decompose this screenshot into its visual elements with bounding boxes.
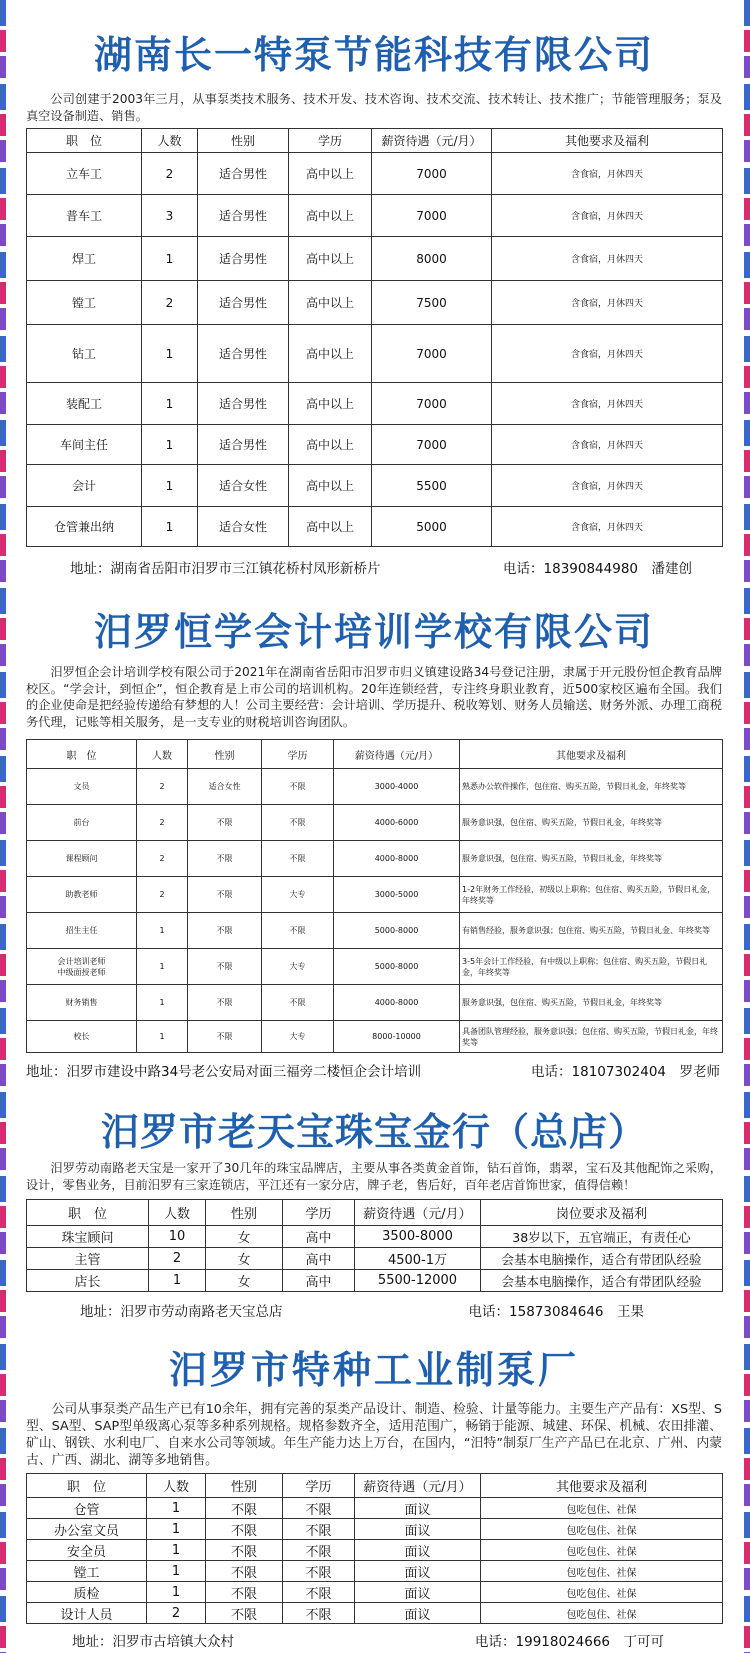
cell-education: 高中以上	[289, 425, 372, 465]
cell-salary: 4000-8000	[334, 985, 460, 1021]
cell-salary: 7500	[372, 281, 492, 325]
cell-position: 钻工	[27, 325, 142, 383]
cell-position: 立车工	[27, 153, 142, 195]
cell-education: 高中以上	[289, 153, 372, 195]
cell-salary: 4000-8000	[334, 841, 460, 877]
cell-benefits: 包吃包住、社保	[481, 1519, 723, 1540]
address-text: 地址：汨罗市劳动南路老天宝总店	[80, 1304, 283, 1320]
cell-gender: 不限	[188, 1021, 262, 1053]
cell-education: 大专	[262, 877, 334, 913]
cell-count: 2	[142, 153, 198, 195]
cell-requirements: 38岁以下，五官端正，有责任心	[481, 1226, 723, 1248]
cell-salary: 7000	[372, 325, 492, 383]
table-row	[27, 1498, 723, 1519]
cell-salary: 面议	[355, 1498, 481, 1519]
company-intro: 公司创建于2003年三月，从事泵类技术服务、技术开发、技术咨询、技术交流、技术转让、技术推广；节能管理服务；泵及真空设备制造、销售。	[26, 92, 722, 123]
cell-benefits: 服务意识强，包住宿、购买五险，节假日礼金，年终奖等	[460, 841, 723, 877]
table-header	[27, 129, 723, 153]
cell-position: 仓管兼出纳	[27, 507, 142, 547]
cell-education: 大专	[262, 1021, 334, 1053]
cell-gender: 不限	[188, 877, 262, 913]
cell-benefits: 包吃包住、社保	[481, 1603, 723, 1624]
cell-benefits: 含食宿，月休四天	[492, 383, 723, 425]
cell-education: 不限	[262, 985, 334, 1021]
company-intro: 汨罗劳动南路老天宝是一家开了30几年的珠宝品牌店，主要从事各类黄金首饰，钻石首饰，翡翠，宝石及其他配饰之采购，设计，零售业务，目前汨罗有三家连锁店，平江还有一家分店，牌子老，售后好，百年老店首饰世家，值得信赖！	[26, 1161, 722, 1192]
cell-gender: 适合男性	[198, 281, 289, 325]
table-row	[27, 383, 723, 425]
table-row	[27, 1226, 723, 1248]
cell-education: 不限	[283, 1582, 355, 1603]
cell-gender: 不限	[206, 1498, 283, 1519]
cell-position: 店长	[27, 1270, 149, 1292]
cell-position: 主管	[27, 1248, 149, 1270]
cell-salary: 7000	[372, 383, 492, 425]
cell-education: 不限	[283, 1498, 355, 1519]
cell-salary: 3500-8000	[355, 1226, 481, 1248]
cell-benefits: 含食宿，月休四天	[492, 465, 723, 507]
header-cell: 学历	[289, 129, 372, 153]
cell-benefits: 包吃包住、社保	[481, 1561, 723, 1582]
contact-footer	[26, 1060, 722, 1080]
table-row	[27, 1519, 723, 1540]
phone-text: 电话：15873084646 王果	[468, 1304, 644, 1320]
cell-gender: 适合男性	[198, 153, 289, 195]
cell-position: 普车工	[27, 195, 142, 237]
cell-salary: 面议	[355, 1582, 481, 1603]
cell-requirements: 会基本电脑操作，适合有带团队经验	[481, 1248, 723, 1270]
header-cell: 其他要求及福利	[492, 129, 723, 153]
cell-salary: 5000-8000	[334, 913, 460, 949]
company-intro: 公司从事泵类产品生产已有10余年，拥有完善的泵类产品设计、制造、检验、计量等能力。主要生产产品有：XS型、S型、SA型、SAP型单级离心泵等多种系列规格。规格参数齐全，适用范围广，畅销于能源、城建、环保、机械、农田排灌、矿山、钢铁、水利电厂、自来水公司等领域。年生产能力达上万台，在国内，“汨特”制泵厂生产产品已在北京、广州、内蒙古、广西、湖北、湖等多地销售。	[26, 1402, 722, 1468]
header-cell: 职 位	[27, 129, 142, 153]
cell-count: 1	[147, 1540, 206, 1561]
cell-count: 1	[149, 1270, 206, 1292]
cell-position: 镗工	[27, 1561, 147, 1582]
cell-benefits: 含食宿，月休四天	[492, 281, 723, 325]
cell-education: 高中以上	[289, 383, 372, 425]
job-table	[26, 1199, 723, 1292]
header-cell: 职 位	[27, 1200, 149, 1226]
cell-count: 2	[142, 281, 198, 325]
table-row	[27, 769, 723, 805]
header-cell: 性别	[188, 740, 262, 769]
phone-text: 电话：18390844980 潘建创	[503, 561, 692, 577]
table-row	[27, 507, 723, 547]
company-section-3	[26, 1110, 722, 1320]
cell-count: 1	[142, 465, 198, 507]
cell-count: 2	[137, 877, 188, 913]
cell-education: 大专	[262, 949, 334, 985]
company-intro: 汨罗恒企会计培训学校有限公司于2021年在湖南省岳阳市汨罗市归义镇建设路34号登记注册，隶属于开元股份恒企教育品牌校区。“学会计，到恒企”，恒企教育是上市公司的培训机构。20年连锁经营，专注终身职业教育，近500家校区遍布全国。我们的企业使命是把经验传递给有梦想的人！公司主要经营：会计培训、学历提升、税收筹划、财务人员输送、财务外派、办理工商税务代理，记账等相关服务，是一支专业的财税培训咨询团队。	[26, 665, 722, 729]
cell-education: 不限	[283, 1561, 355, 1582]
cell-count: 1	[142, 425, 198, 465]
cell-education: 高中	[283, 1248, 355, 1270]
header-cell: 薪资待遇（元/月）	[334, 740, 460, 769]
header-cell: 其他要求及福利	[481, 1474, 723, 1498]
contact-footer	[26, 1300, 722, 1320]
cell-salary: 7000	[372, 153, 492, 195]
cell-gender: 女	[206, 1226, 283, 1248]
address-text: 地址：湖南省岳阳市汨罗市三江镇花桥村凤形新桥片	[70, 561, 381, 577]
cell-count: 2	[147, 1603, 206, 1624]
cell-gender: 不限	[188, 985, 262, 1021]
cell-count: 3	[142, 195, 198, 237]
job-table	[26, 739, 723, 1053]
cell-count: 2	[137, 841, 188, 877]
header-cell: 人数	[149, 1200, 206, 1226]
table-row	[27, 805, 723, 841]
table-header	[27, 1200, 723, 1226]
cell-education: 不限	[262, 769, 334, 805]
left-decorative-stripe	[0, 0, 6, 1653]
cell-position: 会计	[27, 465, 142, 507]
cell-benefits: 包吃包住、社保	[481, 1540, 723, 1561]
cell-benefits: 3-5年会计工作经验，有中级以上职称；包住宿、购买五险，节假日礼金，年终奖等	[460, 949, 723, 985]
header-cell: 性别	[198, 129, 289, 153]
cell-education: 高中	[283, 1226, 355, 1248]
cell-count: 1	[142, 507, 198, 547]
cell-gender: 适合女性	[198, 507, 289, 547]
cell-position: 校长	[27, 1021, 137, 1053]
header-cell: 职 位	[27, 1474, 147, 1498]
cell-gender: 适合男性	[198, 237, 289, 281]
cell-benefits: 含食宿，月休四天	[492, 425, 723, 465]
company-section-2	[26, 610, 722, 1080]
cell-gender: 适合女性	[198, 465, 289, 507]
table-row	[27, 1582, 723, 1603]
table-row	[27, 465, 723, 507]
right-decorative-stripe	[744, 0, 750, 1653]
cell-count: 2	[149, 1248, 206, 1270]
cell-gender: 不限	[206, 1561, 283, 1582]
table-row	[27, 1561, 723, 1582]
cell-education: 高中以上	[289, 281, 372, 325]
cell-count: 1	[147, 1519, 206, 1540]
cell-gender: 不限	[188, 913, 262, 949]
header-cell: 人数	[137, 740, 188, 769]
cell-salary: 7000	[372, 425, 492, 465]
cell-count: 1	[147, 1561, 206, 1582]
cell-gender: 适合男性	[198, 383, 289, 425]
cell-gender: 适合男性	[198, 425, 289, 465]
cell-gender: 适合男性	[198, 195, 289, 237]
table-row	[27, 1248, 723, 1270]
table-row	[27, 1270, 723, 1292]
header-cell: 人数	[142, 129, 198, 153]
cell-gender: 适合男性	[198, 325, 289, 383]
cell-education: 不限	[262, 805, 334, 841]
table-row	[27, 325, 723, 383]
header-cell: 学历	[262, 740, 334, 769]
cell-gender: 不限	[206, 1582, 283, 1603]
cell-salary: 4000-6000	[334, 805, 460, 841]
table-header	[27, 740, 723, 769]
cell-count: 2	[137, 769, 188, 805]
cell-education: 高中以上	[289, 325, 372, 383]
cell-education: 高中以上	[289, 195, 372, 237]
cell-position: 仓管	[27, 1498, 147, 1519]
cell-position: 安全员	[27, 1540, 147, 1561]
cell-count: 1	[147, 1498, 206, 1519]
company-title: 湖南长一特泵节能科技有限公司	[93, 33, 654, 77]
cell-position: 车间主任	[27, 425, 142, 465]
cell-count: 1	[137, 913, 188, 949]
cell-benefits: 服务意识强，包住宿、购买五险，节假日礼金，年终奖等	[460, 985, 723, 1021]
cell-salary: 5500	[372, 465, 492, 507]
header-cell: 薪资待遇（元/月）	[355, 1200, 481, 1226]
cell-gender: 不限	[206, 1519, 283, 1540]
table-header	[27, 1474, 723, 1498]
cell-education: 高中以上	[289, 465, 372, 507]
table-row	[27, 1540, 723, 1561]
job-table	[26, 128, 723, 547]
company-section-4	[26, 1348, 722, 1650]
contact-footer	[26, 557, 722, 577]
cell-position: 会计培训老师 中级面授老师	[27, 949, 137, 985]
cell-education: 不限	[262, 841, 334, 877]
cell-salary: 3000-4000	[334, 769, 460, 805]
cell-benefits: 含食宿，月休四天	[492, 153, 723, 195]
cell-count: 1	[142, 237, 198, 281]
cell-salary: 面议	[355, 1540, 481, 1561]
cell-position: 财务销售	[27, 985, 137, 1021]
table-row	[27, 985, 723, 1021]
cell-count: 1	[137, 1021, 188, 1053]
header-cell: 学历	[283, 1200, 355, 1226]
cell-position: 装配工	[27, 383, 142, 425]
cell-count: 10	[149, 1226, 206, 1248]
cell-education: 不限	[283, 1603, 355, 1624]
cell-benefits: 熟悉办公软件操作，包住宿、购买五险，节假日礼金，年终奖等	[460, 769, 723, 805]
header-cell: 薪资待遇（元/月）	[372, 129, 492, 153]
cell-count: 1	[147, 1582, 206, 1603]
table-row	[27, 841, 723, 877]
table-row	[27, 237, 723, 281]
job-table	[26, 1473, 723, 1624]
cell-count: 1	[137, 949, 188, 985]
cell-gender: 不限	[206, 1540, 283, 1561]
cell-benefits: 含食宿，月休四天	[492, 195, 723, 237]
cell-gender: 不限	[188, 949, 262, 985]
table-row	[27, 1021, 723, 1053]
cell-position: 珠宝顾问	[27, 1226, 149, 1248]
cell-position: 文员	[27, 769, 137, 805]
cell-salary: 面议	[355, 1603, 481, 1624]
table-row	[27, 877, 723, 913]
header-cell: 岗位要求及福利	[481, 1200, 723, 1226]
cell-position: 助教老师	[27, 877, 137, 913]
cell-benefits: 1-2年财务工作经验，初级以上职称；包住宿、购买五险，节假日礼金，年终奖等	[460, 877, 723, 913]
cell-benefits: 有销售经验，服务意识强；包住宿、购买五险，节假日礼金、年终奖等	[460, 913, 723, 949]
cell-benefits: 具备团队管理经验，服务意识强；包住宿、购买五险，节假日礼金，年终奖等	[460, 1021, 723, 1053]
phone-text: 电话：19918024666 丁可可	[475, 1634, 664, 1650]
contact-footer	[26, 1630, 722, 1650]
cell-gender: 不限	[188, 805, 262, 841]
table-row	[27, 153, 723, 195]
cell-gender: 不限	[206, 1603, 283, 1624]
cell-salary: 5000	[372, 507, 492, 547]
cell-requirements: 会基本电脑操作，适合有带团队经验	[481, 1270, 723, 1292]
cell-position: 前台	[27, 805, 137, 841]
cell-salary: 3000-5000	[334, 877, 460, 913]
cell-gender: 适合女性	[188, 769, 262, 805]
address-text: 地址：汨罗市建设中路34号老公安局对面三福旁二楼恒企会计培训	[26, 1064, 422, 1080]
table-row	[27, 195, 723, 237]
cell-education: 高中以上	[289, 237, 372, 281]
cell-position: 镗工	[27, 281, 142, 325]
cell-benefits: 服务意识强，包住宿、购买五险，节假日礼金，年终奖等	[460, 805, 723, 841]
table-row	[27, 425, 723, 465]
cell-education: 不限	[262, 913, 334, 949]
cell-salary: 面议	[355, 1519, 481, 1540]
cell-salary: 7000	[372, 195, 492, 237]
header-cell: 职 位	[27, 740, 137, 769]
cell-salary: 8000-10000	[334, 1021, 460, 1053]
cell-salary: 4500-1万	[355, 1248, 481, 1270]
cell-salary: 5500-12000	[355, 1270, 481, 1292]
cell-education: 高中	[283, 1270, 355, 1292]
cell-count: 1	[142, 325, 198, 383]
header-cell: 其他要求及福利	[460, 740, 723, 769]
header-cell: 薪资待遇（元/月）	[355, 1474, 481, 1498]
cell-education: 高中以上	[289, 507, 372, 547]
header-cell: 人数	[147, 1474, 206, 1498]
cell-education: 不限	[283, 1540, 355, 1561]
cell-gender: 女	[206, 1248, 283, 1270]
cell-position: 办公室文员	[27, 1519, 147, 1540]
cell-position: 招生主任	[27, 913, 137, 949]
cell-benefits: 含食宿，月休四天	[492, 237, 723, 281]
cell-gender: 不限	[188, 841, 262, 877]
cell-salary: 5000-8000	[334, 949, 460, 985]
cell-count: 1	[137, 985, 188, 1021]
table-row	[27, 949, 723, 985]
table-row	[27, 1603, 723, 1624]
address-text: 地址：汨罗市古培镇大众村	[72, 1634, 234, 1650]
cell-benefits: 包吃包住、社保	[481, 1582, 723, 1603]
cell-benefits: 含食宿，月休四天	[492, 325, 723, 383]
header-cell: 性别	[206, 1474, 283, 1498]
cell-education: 不限	[283, 1519, 355, 1540]
table-row	[27, 281, 723, 325]
cell-salary: 面议	[355, 1561, 481, 1582]
company-title: 汨罗市特种工业制泵厂	[168, 1348, 579, 1392]
header-cell: 性别	[206, 1200, 283, 1226]
cell-count: 2	[137, 805, 188, 841]
cell-benefits: 包吃包住、社保	[481, 1498, 723, 1519]
table-row	[27, 913, 723, 949]
cell-position: 焊工	[27, 237, 142, 281]
cell-count: 1	[142, 383, 198, 425]
header-cell: 学历	[283, 1474, 355, 1498]
cell-salary: 8000	[372, 237, 492, 281]
cell-position: 设计人员	[27, 1603, 147, 1624]
company-section-1	[26, 33, 722, 577]
cell-position: 课程顾问	[27, 841, 137, 877]
cell-gender: 女	[206, 1270, 283, 1292]
company-title: 汨罗市老天宝珠宝金行（总店）	[100, 1110, 647, 1154]
phone-text: 电话：18107302404 罗老师	[531, 1064, 720, 1080]
cell-position: 质检	[27, 1582, 147, 1603]
company-title: 汨罗恒学会计培训学校有限公司	[93, 610, 654, 654]
cell-benefits: 含食宿，月休四天	[492, 507, 723, 547]
